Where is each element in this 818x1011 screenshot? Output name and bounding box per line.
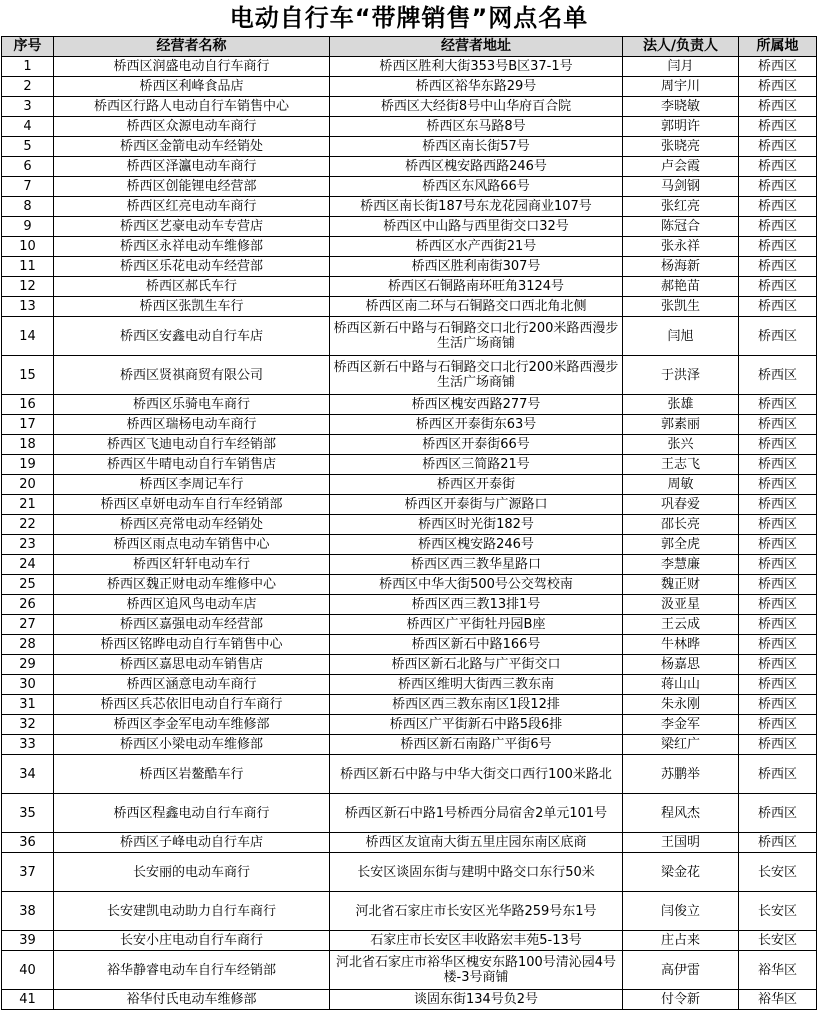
cell-index: 34 [2,755,54,794]
cell-district: 桥西区 [739,535,817,555]
column-header-district: 所属地 [739,37,817,57]
cell-district: 桥西区 [739,555,817,575]
table-row [2,415,817,435]
table-row [2,157,817,177]
table-row [2,892,817,931]
cell-person: 魏正财 [623,575,739,595]
cell-dealer-address: 桥西区新石北路与广平街交口 [330,655,623,675]
cell-index: 10 [2,237,54,257]
cell-person: 李慧廉 [623,555,739,575]
table-row [2,475,817,495]
dealer-table [1,36,817,1010]
cell-district: 长安区 [739,853,817,892]
cell-district: 桥西区 [739,635,817,655]
table-row [2,951,817,990]
cell-index: 35 [2,794,54,833]
cell-district: 桥西区 [739,237,817,257]
table-row [2,217,817,237]
cell-district: 桥西区 [739,415,817,435]
cell-index: 14 [2,317,54,356]
cell-district: 桥西区 [739,575,817,595]
cell-index: 21 [2,495,54,515]
table-row [2,297,817,317]
table-row [2,635,817,655]
table-row [2,257,817,277]
column-header-person: 法人/负责人 [623,37,739,57]
cell-dealer-address: 桥西区槐安西路277号 [330,395,623,415]
cell-dealer-name: 长安建凯电动助力自行车商行 [54,892,330,931]
cell-index: 13 [2,297,54,317]
cell-person: 张兴 [623,435,739,455]
cell-dealer-address: 桥西区西三教华星路口 [330,555,623,575]
cell-dealer-name: 桥西区永祥电动车维修部 [54,237,330,257]
cell-dealer-name: 裕华付氏电动车维修部 [54,990,330,1010]
table-row [2,317,817,356]
cell-dealer-name: 桥西区牛晴电动自行车销售店 [54,455,330,475]
cell-dealer-address: 桥西区石铜路南环旺角3124号 [330,277,623,297]
cell-district: 桥西区 [739,77,817,97]
cell-index: 20 [2,475,54,495]
column-header-name: 经营者名称 [54,37,330,57]
cell-index: 32 [2,715,54,735]
cell-index: 23 [2,535,54,555]
cell-district: 桥西区 [739,515,817,535]
cell-district: 桥西区 [739,475,817,495]
column-header-address: 经营者地址 [330,37,623,57]
cell-dealer-name: 桥西区兵芯依旧电动自行车商行 [54,695,330,715]
cell-dealer-address: 桥西区开泰街66号 [330,435,623,455]
table-row [2,931,817,951]
cell-person: 郭素丽 [623,415,739,435]
cell-dealer-name: 桥西区众源电动车商行 [54,117,330,137]
table-row [2,794,817,833]
cell-dealer-name: 裕华静睿电动车自行车经销部 [54,951,330,990]
cell-dealer-name: 桥西区卓妍电动车自行车经销部 [54,495,330,515]
cell-index: 6 [2,157,54,177]
cell-index: 5 [2,137,54,157]
cell-dealer-address: 桥西区南长街187号东龙花园商业107号 [330,197,623,217]
cell-person: 巩春爱 [623,495,739,515]
cell-index: 41 [2,990,54,1010]
cell-dealer-address: 桥西区胜利大街353号B区37-1号 [330,57,623,77]
table-row [2,435,817,455]
table-row [2,495,817,515]
cell-person: 汲亚星 [623,595,739,615]
cell-dealer-address: 桥西区中华大街500号公交驾校南 [330,575,623,595]
cell-district: 裕华区 [739,990,817,1010]
cell-dealer-name: 桥西区瑞杨电动车商行 [54,415,330,435]
table-row [2,853,817,892]
table-row [2,197,817,217]
cell-dealer-address: 桥西区友谊南大街五里庄园东南区底商 [330,833,623,853]
cell-person: 庄占来 [623,931,739,951]
cell-district: 桥西区 [739,177,817,197]
cell-district: 桥西区 [739,217,817,237]
cell-district: 桥西区 [739,655,817,675]
cell-index: 11 [2,257,54,277]
cell-person: 梁金花 [623,853,739,892]
cell-index: 19 [2,455,54,475]
cell-district: 桥西区 [739,297,817,317]
cell-dealer-address: 桥西区南二环与石铜路交口西北角北侧 [330,297,623,317]
table-row [2,177,817,197]
cell-district: 桥西区 [739,675,817,695]
table-row [2,455,817,475]
cell-dealer-name: 桥西区行路人电动自行车销售中心 [54,97,330,117]
cell-person: 付令新 [623,990,739,1010]
cell-district: 桥西区 [739,495,817,515]
cell-person: 张凯生 [623,297,739,317]
cell-dealer-name: 桥西区红亮电动车商行 [54,197,330,217]
cell-person: 郝艳苗 [623,277,739,297]
cell-dealer-address: 桥西区新石中路与石铜路交口北行200米路西漫步生活广场商铺 [330,356,623,395]
cell-person: 李晓敏 [623,97,739,117]
cell-index: 15 [2,356,54,395]
cell-person: 王国明 [623,833,739,853]
cell-dealer-address: 桥西区胜利南街307号 [330,257,623,277]
cell-dealer-name: 桥西区乐骑电车商行 [54,395,330,415]
table-row [2,277,817,297]
cell-dealer-name: 桥西区雨点电动车销售中心 [54,535,330,555]
cell-district: 桥西区 [739,715,817,735]
cell-person: 王云成 [623,615,739,635]
column-header-index: 序号 [2,37,54,57]
cell-person: 周敏 [623,475,739,495]
cell-dealer-address: 桥西区中山路与西里街交口32号 [330,217,623,237]
cell-dealer-name: 桥西区小梁电动车维修部 [54,735,330,755]
cell-dealer-name: 桥西区嘉思电动车销售店 [54,655,330,675]
table-row [2,555,817,575]
cell-index: 25 [2,575,54,595]
cell-district: 桥西区 [739,833,817,853]
cell-dealer-address: 桥西区新石中路与石铜路交口北行200米路西漫步生活广场商铺 [330,317,623,356]
table-row [2,395,817,415]
table-row [2,655,817,675]
cell-dealer-name: 桥西区涵意电动车商行 [54,675,330,695]
cell-dealer-name: 桥西区岩鳌酷车行 [54,755,330,794]
cell-index: 26 [2,595,54,615]
cell-district: 桥西区 [739,395,817,415]
cell-district: 桥西区 [739,97,817,117]
cell-person: 朱永刚 [623,695,739,715]
table-header-row [2,37,817,57]
cell-index: 39 [2,931,54,951]
cell-district: 桥西区 [739,317,817,356]
cell-dealer-name: 桥西区李周记车行 [54,475,330,495]
cell-index: 22 [2,515,54,535]
cell-district: 桥西区 [739,57,817,77]
cell-person: 程风杰 [623,794,739,833]
table-row [2,615,817,635]
cell-person: 郭全虎 [623,535,739,555]
cell-person: 邵长亮 [623,515,739,535]
table-row [2,833,817,853]
cell-index: 27 [2,615,54,635]
table-row [2,575,817,595]
cell-dealer-address: 石家庄市长安区丰收路宏丰苑5-13号 [330,931,623,951]
cell-person: 李金军 [623,715,739,735]
cell-district: 长安区 [739,892,817,931]
cell-dealer-name: 桥西区张凯生车行 [54,297,330,317]
cell-dealer-address: 桥西区西三教东南区1段12排 [330,695,623,715]
cell-dealer-name: 桥西区泽瀛电动车商行 [54,157,330,177]
cell-dealer-name: 桥西区润盛电动自行车商行 [54,57,330,77]
cell-dealer-address: 桥西区大经街8号中山华府百合院 [330,97,623,117]
cell-dealer-name: 桥西区飞迪电动自行车经销部 [54,435,330,455]
cell-dealer-name: 桥西区嘉强电动车经营部 [54,615,330,635]
table-row [2,515,817,535]
cell-district: 桥西区 [739,615,817,635]
cell-index: 18 [2,435,54,455]
cell-index: 40 [2,951,54,990]
cell-person: 闫旭 [623,317,739,356]
cell-district: 桥西区 [739,356,817,395]
table-row [2,695,817,715]
cell-dealer-name: 长安丽的电动车商行 [54,853,330,892]
cell-person: 张红亮 [623,197,739,217]
cell-index: 9 [2,217,54,237]
cell-dealer-address: 桥西区开泰街东63号 [330,415,623,435]
cell-person: 蒋山山 [623,675,739,695]
cell-index: 12 [2,277,54,297]
cell-dealer-address: 桥西区槐安路246号 [330,535,623,555]
cell-person: 高伊雷 [623,951,739,990]
cell-dealer-name: 桥西区铭晔电动自行车销售中心 [54,635,330,655]
cell-dealer-address: 桥西区槐安路西路246号 [330,157,623,177]
cell-person: 闫俊立 [623,892,739,931]
table-row [2,237,817,257]
cell-dealer-name: 桥西区艺豪电动车专营店 [54,217,330,237]
cell-dealer-address: 桥西区广平街牡丹园B座 [330,615,623,635]
cell-index: 38 [2,892,54,931]
cell-dealer-name: 桥西区追风鸟电动车店 [54,595,330,615]
table-row [2,595,817,615]
cell-index: 33 [2,735,54,755]
cell-index: 7 [2,177,54,197]
cell-district: 桥西区 [739,137,817,157]
cell-person: 梁红广 [623,735,739,755]
cell-dealer-address: 桥西区维明大街西三教东南 [330,675,623,695]
table-row [2,755,817,794]
cell-dealer-name: 长安小庄电动自行车商行 [54,931,330,951]
cell-dealer-name: 桥西区创能锂电经营部 [54,177,330,197]
cell-dealer-address: 河北省石家庄市裕华区槐安东路100号清沁园4号楼-3号商铺 [330,951,623,990]
cell-dealer-address: 长安区谈固东街与建明中路交口东行50米 [330,853,623,892]
cell-district: 桥西区 [739,794,817,833]
cell-dealer-address: 桥西区新石中路166号 [330,635,623,655]
cell-dealer-address: 桥西区东马路8号 [330,117,623,137]
cell-dealer-address: 桥西区时光街182号 [330,515,623,535]
table-row [2,990,817,1010]
cell-person: 王志飞 [623,455,739,475]
cell-person: 杨嘉思 [623,655,739,675]
table-body [2,57,817,1010]
cell-dealer-address: 桥西区开泰街 [330,475,623,495]
cell-dealer-address: 桥西区水产西街21号 [330,237,623,257]
cell-dealer-name: 桥西区乐花电动车经营部 [54,257,330,277]
cell-district: 桥西区 [739,117,817,137]
page-title: 电动自行车“带牌销售”网点名单 [229,4,589,32]
cell-dealer-name: 桥西区魏正财电动车维修中心 [54,575,330,595]
cell-dealer-address: 桥西区新石中路与中华大街交口西行100米路北 [330,755,623,794]
cell-district: 桥西区 [739,197,817,217]
cell-dealer-address: 河北省石家庄市长安区光华路259号东1号 [330,892,623,931]
cell-person: 马剑钢 [623,177,739,197]
cell-district: 桥西区 [739,257,817,277]
cell-district: 桥西区 [739,435,817,455]
table-row [2,77,817,97]
cell-dealer-name: 桥西区安鑫电动自行车店 [54,317,330,356]
cell-person: 郭明许 [623,117,739,137]
cell-dealer-address: 桥西区新石南路广平街6号 [330,735,623,755]
cell-district: 桥西区 [739,157,817,177]
cell-dealer-address: 桥西区南长街57号 [330,137,623,157]
cell-district: 桥西区 [739,735,817,755]
table-row [2,57,817,77]
cell-district: 桥西区 [739,455,817,475]
cell-dealer-address: 桥西区东风路66号 [330,177,623,197]
cell-index: 30 [2,675,54,695]
table-row [2,97,817,117]
cell-person: 杨海新 [623,257,739,277]
table-row [2,735,817,755]
cell-dealer-name: 桥西区李金军电动车维修部 [54,715,330,735]
cell-index: 8 [2,197,54,217]
cell-dealer-address: 桥西区开泰街与广源路口 [330,495,623,515]
table-row [2,535,817,555]
cell-person: 周宇川 [623,77,739,97]
cell-person: 苏鹏举 [623,755,739,794]
cell-dealer-name: 桥西区程鑫电动自行车商行 [54,794,330,833]
cell-index: 17 [2,415,54,435]
cell-index: 16 [2,395,54,415]
table-row [2,675,817,695]
cell-district: 桥西区 [739,695,817,715]
cell-index: 37 [2,853,54,892]
cell-index: 4 [2,117,54,137]
cell-dealer-address: 桥西区西三教13排1号 [330,595,623,615]
cell-index: 3 [2,97,54,117]
cell-index: 2 [2,77,54,97]
table-row [2,715,817,735]
cell-district: 桥西区 [739,755,817,794]
cell-district: 桥西区 [739,277,817,297]
cell-person: 牛林晔 [623,635,739,655]
cell-person: 于洪泽 [623,356,739,395]
cell-dealer-name: 桥西区亮常电动车经销处 [54,515,330,535]
cell-person: 张永祥 [623,237,739,257]
cell-dealer-address: 桥西区广平街新石中路5段6排 [330,715,623,735]
cell-person: 闫月 [623,57,739,77]
cell-dealer-name: 桥西区贤祺商贸有限公司 [54,356,330,395]
table-row [2,137,817,157]
cell-person: 卢会霞 [623,157,739,177]
cell-dealer-name: 桥西区轩轩电动车行 [54,555,330,575]
cell-dealer-name: 桥西区郝氏车行 [54,277,330,297]
cell-district: 长安区 [739,931,817,951]
cell-dealer-name: 桥西区金箭电动车经销处 [54,137,330,157]
cell-index: 29 [2,655,54,675]
cell-person: 张晓亮 [623,137,739,157]
cell-index: 36 [2,833,54,853]
cell-dealer-name: 桥西区利峰食品店 [54,77,330,97]
cell-dealer-name: 桥西区子峰电动自行车店 [54,833,330,853]
cell-person: 张雄 [623,395,739,415]
cell-dealer-address: 谈固东街134号负2号 [330,990,623,1010]
table-row [2,117,817,137]
cell-index: 31 [2,695,54,715]
cell-index: 1 [2,57,54,77]
cell-district: 桥西区 [739,595,817,615]
table-row [2,356,817,395]
cell-person: 陈冠合 [623,217,739,237]
cell-dealer-address: 桥西区新石中路1号桥西分局宿舍2单元101号 [330,794,623,833]
cell-index: 28 [2,635,54,655]
cell-index: 24 [2,555,54,575]
cell-dealer-address: 桥西区三简路21号 [330,455,623,475]
cell-dealer-address: 桥西区裕华东路29号 [330,77,623,97]
cell-district: 裕华区 [739,951,817,990]
